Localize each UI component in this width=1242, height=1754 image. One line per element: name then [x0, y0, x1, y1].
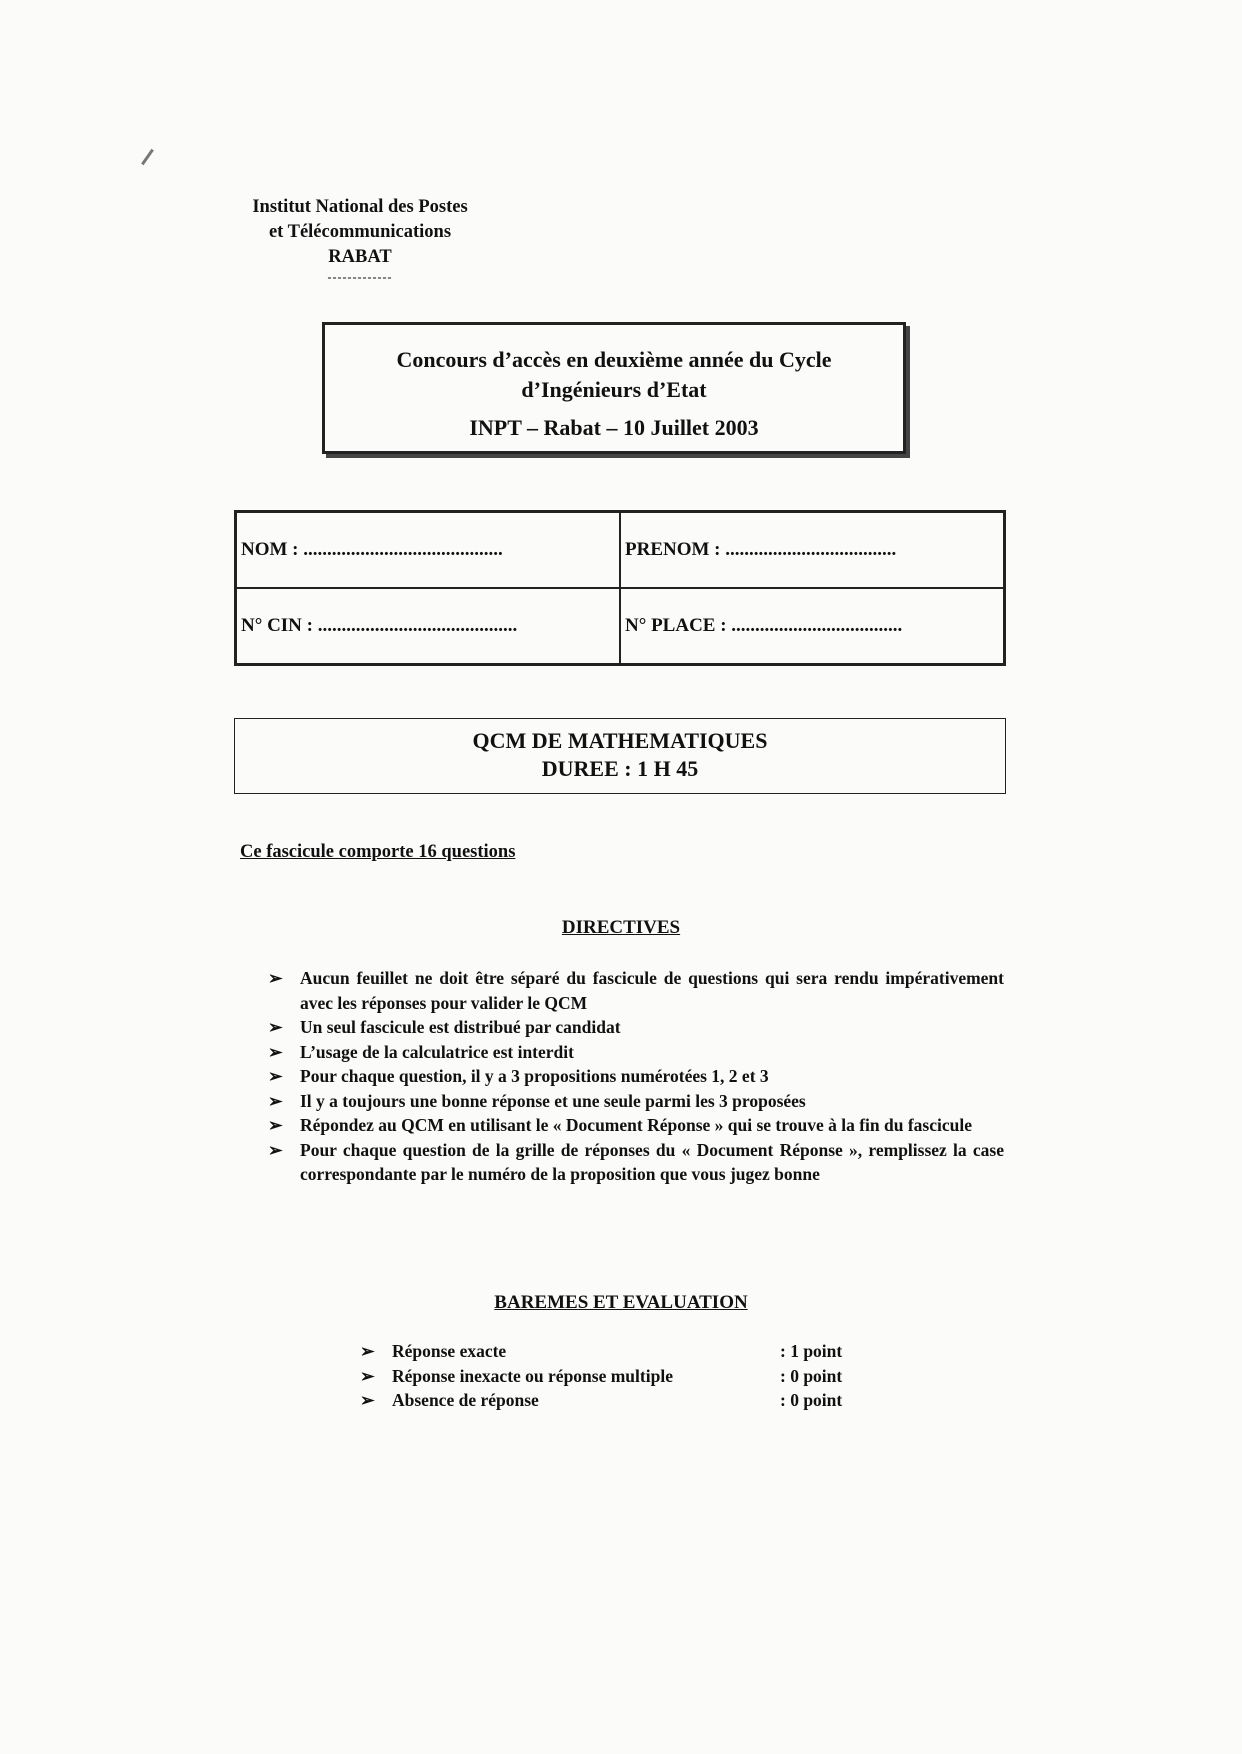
institution-line-1: Institut National des Postes: [252, 197, 468, 217]
scoring-value: : 0 point: [780, 1390, 843, 1410]
place-field[interactable]: N° PLACE : ....................................: [620, 588, 1004, 664]
directive-item: ➢ Aucun feuillet ne doit être séparé du fascicule de questions qui sera rendu impérativement avec les réponses pour valider le QCM: [268, 968, 1004, 1013]
arrow-bullet-icon: ➢: [360, 1390, 375, 1410]
scoring-label: Réponse exacte: [392, 1341, 507, 1361]
arrow-bullet-icon: ➢: [268, 1017, 283, 1037]
directive-item: ➢ Il y a toujours une bonne réponse et une seule parmi les 3 proposées: [268, 1089, 1004, 1114]
scoring-row: [360, 1364, 900, 1389]
scoring-value: : 1 point: [780, 1341, 843, 1361]
exam-title-box: [322, 322, 906, 454]
exam-title: QCM DE MATHEMATIQUES: [472, 728, 768, 753]
scoring-row: [360, 1388, 900, 1413]
scoring-table: [360, 1339, 900, 1413]
prenom-field[interactable]: PRENOM : ....................................: [620, 512, 1004, 588]
pen-mark: [141, 149, 154, 165]
directive-item: ➢ L’usage de la calculatrice est interdit: [268, 1040, 1004, 1065]
exam-subject-box: [234, 718, 1006, 794]
exam-duration: DUREE : 1 H 45: [541, 756, 699, 781]
scoring-value: : 0 point: [780, 1365, 843, 1386]
booklet-note: Ce fascicule comporte 16 questions: [240, 842, 516, 862]
arrow-bullet-icon: ➢: [268, 1090, 283, 1111]
header-separator: -------------: [327, 270, 393, 284]
institution-line-2: et Télécommunications: [268, 222, 452, 242]
nom-field[interactable]: NOM : ..........................................: [236, 512, 620, 588]
directive-item: ➢ Un seul fascicule est distribué par candidat: [268, 1015, 1004, 1040]
arrow-bullet-icon: ➢: [268, 968, 283, 988]
scoring-label: Absence de réponse: [392, 1390, 539, 1410]
arrow-bullet-icon: ➢: [360, 1365, 375, 1386]
directive-item: ➢ Pour chaque question, il y a 3 propositions numérotées 1, 2 et 3: [268, 1064, 1004, 1089]
arrow-bullet-icon: ➢: [268, 1115, 283, 1135]
candidate-identity-table: [234, 510, 1006, 666]
cin-field[interactable]: N° CIN : ..........................................: [236, 588, 620, 664]
arrow-bullet-icon: ➢: [360, 1341, 375, 1361]
scoring-row: [360, 1339, 900, 1364]
arrow-bullet-icon: ➢: [268, 1066, 283, 1086]
title-line-3: INPT – Rabat – 10 Juillet 2003: [469, 415, 759, 440]
scoring-title: BAREMES ET EVALUATION: [494, 1292, 748, 1313]
directive-item: ➢ Pour chaque question de la grille de réponses du « Document Réponse », remplissez la case correspondante par le numéro de la proposition que vous jugez bonne: [268, 1139, 1004, 1184]
directives-title: DIRECTIVES: [561, 917, 681, 938]
title-line-1: Concours d’accès en deuxième année du Cycle: [396, 347, 832, 372]
title-line-2: d’Ingénieurs d’Etat: [521, 377, 707, 402]
arrow-bullet-icon: ➢: [268, 1139, 283, 1160]
institution-line-3: RABAT: [328, 247, 392, 267]
scoring-label: Réponse inexacte ou réponse multiple: [392, 1365, 673, 1386]
arrow-bullet-icon: ➢: [268, 1041, 283, 1062]
directives-list: [268, 966, 1004, 1187]
institution-header: [230, 195, 490, 284]
directive-item: ➢ Répondez au QCM en utilisant le « Document Réponse » qui se trouve à la fin du fascicule: [268, 1113, 1004, 1138]
